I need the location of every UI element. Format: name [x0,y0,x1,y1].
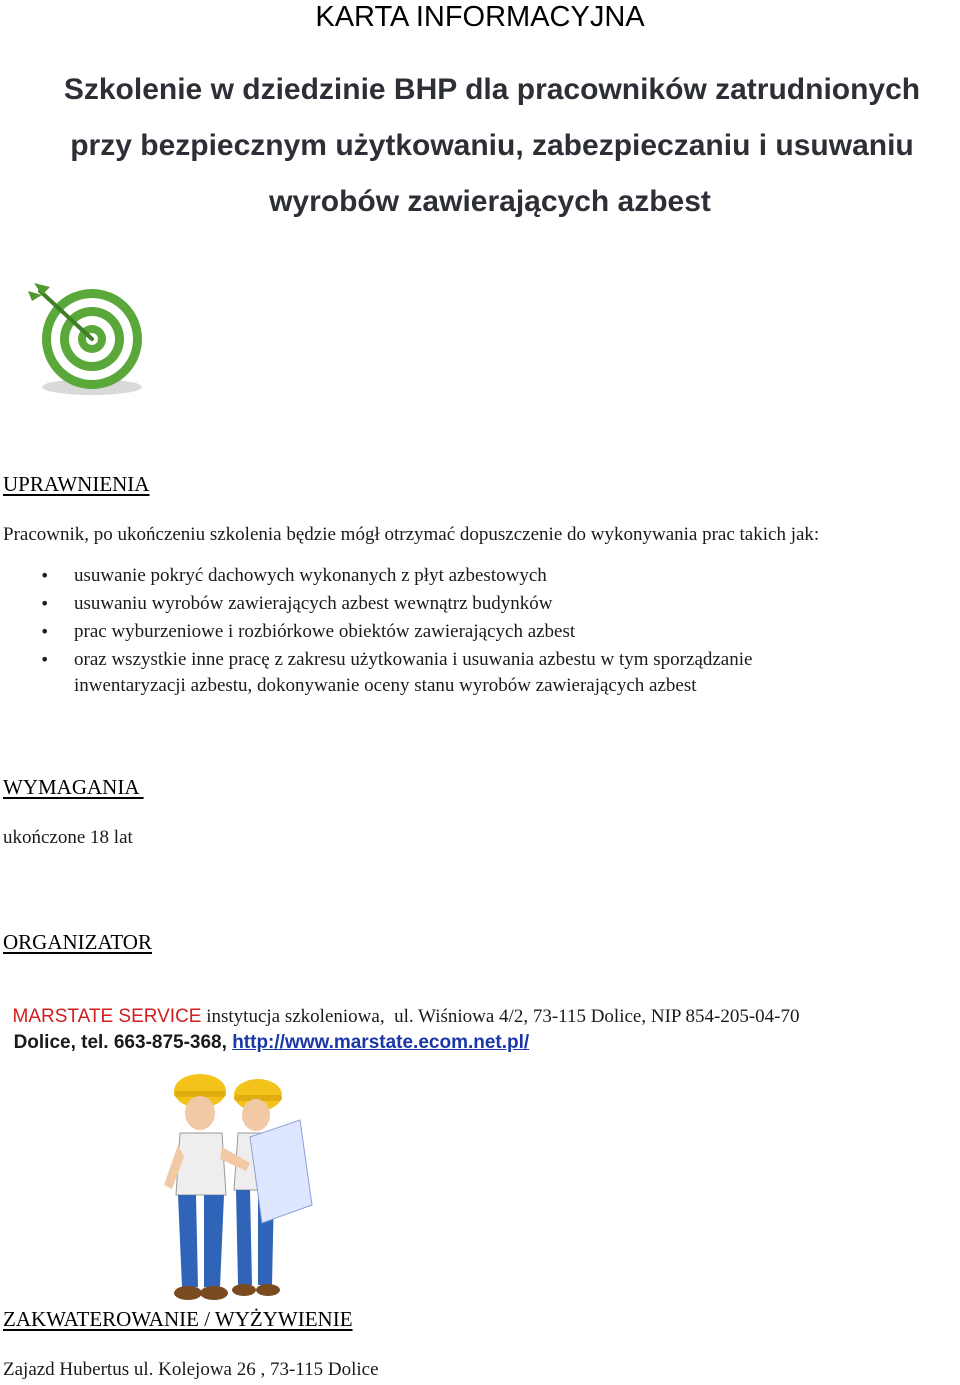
wymagania-heading: WYMAGANIA [3,775,144,799]
subtitle-line-3: wyrobów zawierających azbest [269,185,711,218]
document-title: KARTA INFORMACYJNA [315,1,645,33]
list-item: • prac wyburzeniowe i rozbiórkowe obiektów zawierających azbest [40,619,940,645]
zakwaterowanie-text: Zajazd Hubertus ul. Kolejowa 26 , 73-115 Dolice [3,1359,379,1380]
uprawnienia-intro: Pracownik, po ukończeniu szkolenia będzie mógł otrzymać dopuszczenie do wykonywania prac takich jak: [3,524,820,545]
target-arrow-icon [20,275,155,400]
website-link[interactable]: http://www.marstate.ecom.net.pl/ [232,1032,530,1053]
company-name: MARSTATE SERVICE [12,1006,202,1027]
wymagania-text: ukończone 18 lat [3,827,133,848]
subtitle-line-1: Szkolenie w dziedzinie BHP dla pracowników zatrudnionych [63,73,921,106]
organizator-contact: Dolice, tel. 663-875-368, [13,1032,233,1053]
organizator-heading: ORGANIZATOR [3,930,152,954]
organizator-address: instytucja szkoleniowa, ul. Wiśniowa 4/2, 73-115 Dolice, NIP 854-205-04-70 [201,1006,800,1027]
uprawnienia-list [40,563,940,701]
uprawnienia-heading: UPRAWNIENIA [3,472,150,496]
organizator-line-2 [3,1007,529,1055]
zakwaterowanie-heading: ZAKWATEROWANIE / WYŻYWIENIE [3,1307,353,1331]
list-item: • usuwanie pokryć dachowych wykonanych z płyt azbestowych [40,563,940,589]
workers-with-blueprint-illustration [150,1065,315,1305]
subtitle-line-2: przy bezpiecznym użytkowaniu, zabezpieczaniu i usuwaniu [70,129,914,162]
list-item: • oraz wszystkie inne pracę z zakresu użytkowania i usuwania azbestu w tym sporządzanie inwentaryzacji azbestu, dokonywanie oceny stanu wyrobów zawierających azbest [40,647,854,699]
list-item: • usuwaniu wyrobów zawierających azbest wewnątrz budynków [40,591,940,617]
